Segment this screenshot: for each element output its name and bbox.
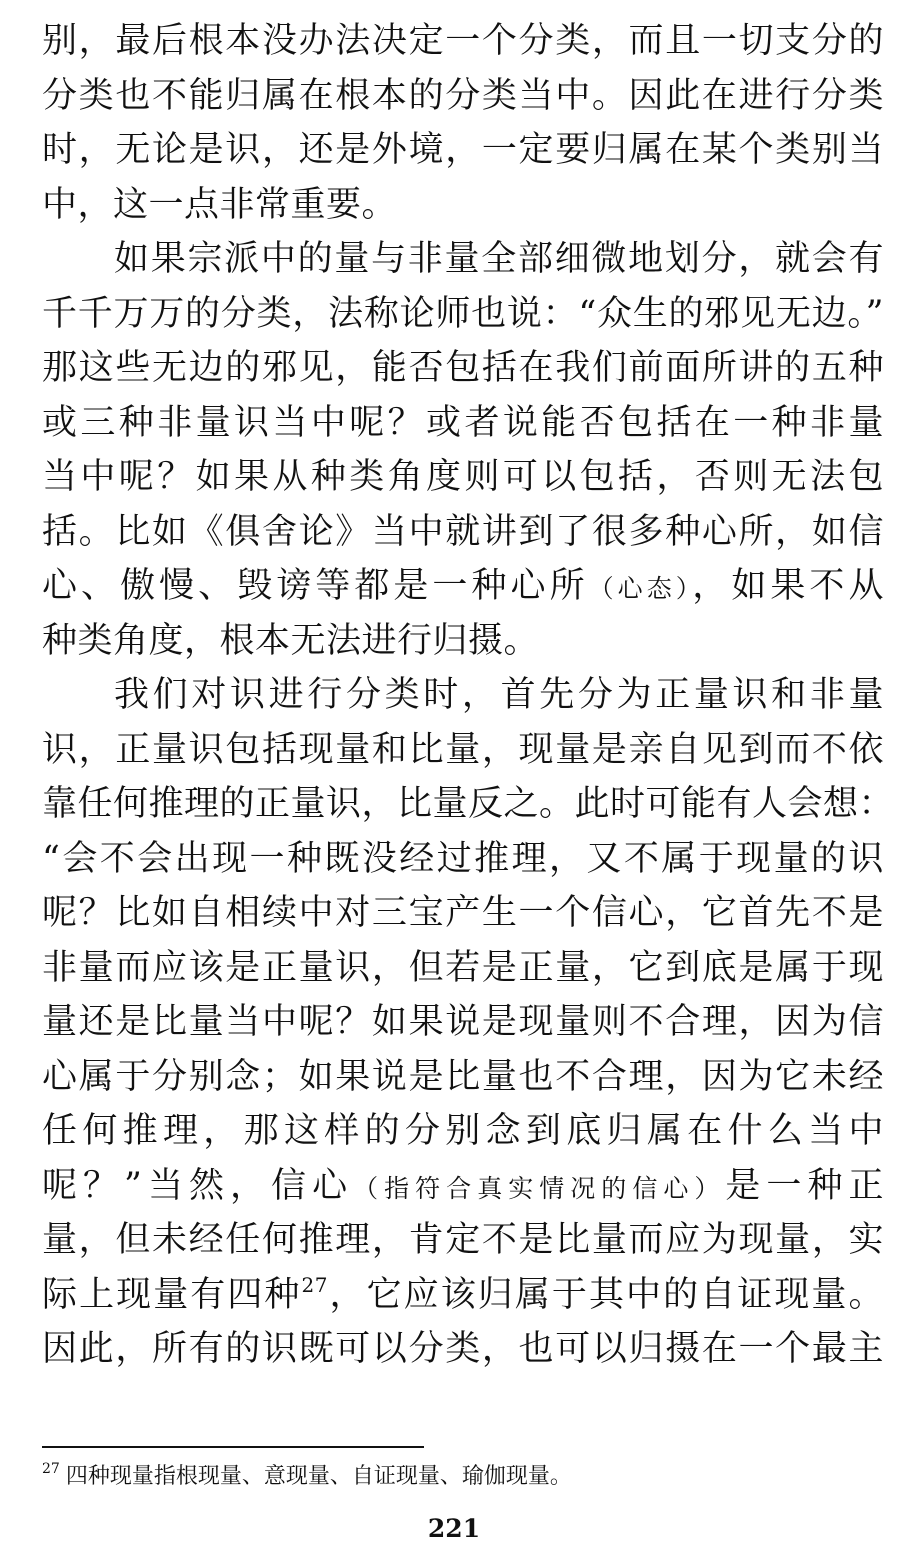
text-segment: 际上现量有四种 [42,1274,302,1315]
footnote-text: 四种现量指根现量、意现量、自证现量、瑜伽现量。 [65,1464,572,1489]
body-text [42,14,895,1377]
text-line [42,559,884,614]
text-line: 或三种非量识当中呢？或者说能否包括在一种非量 [42,402,884,443]
paragraph-start-line: 我们对识进行分类时，首先分为正量识和非量 [114,675,884,715]
annotation-text: （指符合真实情况的信心） [353,1173,726,1203]
text-line: 时，无论是识，还是外境，一定要归属在某个类别当 [42,130,884,170]
text-line: 因此，所有的识既可以分类，也可以归摄在一个最主 [42,1329,884,1369]
text-line: 量，但未经任何推理，肯定不是比量而应为现量，实 [42,1220,884,1260]
text-line [42,1159,884,1214]
footnote-divider [42,1446,424,1448]
paragraph-start-line: 如果宗派中的量与非量全部细微地划分，就会有 [114,239,884,279]
text-line: 心属于分别念；如果说是比量也不合理，因为它未经 [42,1056,884,1097]
text-line: 别，最后根本没办法决定一个分类，而且一切支分的 [42,21,884,61]
text-line: 量还是比量当中呢？如果说是现量则不合理，因为信 [42,1002,884,1042]
text-segment: 心、傲慢、毁谤等都是一种心所 [42,566,589,606]
text-line: “会不会出现一种既没经过推理，又不属于现量的识 [42,838,884,879]
text-segment: 呢？”当然，信心 [42,1165,354,1206]
text-line: 分类也不能归属在根本的分类当中。因此在进行分类 [42,75,884,116]
text-line: 非量而应该是正量识，但若是正量，它到底是属于现 [42,947,884,988]
text-line: 靠任何推理的正量识，比量反之。此时可能有人会想： [42,784,895,824]
text-line: 任何推理，那这样的分别念到底归属在什么当中 [42,1111,884,1151]
footnote-reference[interactable]: 27 [301,1272,328,1297]
text-segment: ，如果不从 [692,566,884,606]
text-segment: 是一种正 [725,1165,884,1206]
text-line: 识，正量识包括现量和比量，现量是亲自见到而不依 [42,729,884,770]
text-line: 中，这一点非常重要。 [42,184,398,225]
footnote-marker: 27 [42,1461,60,1477]
text-segment: ，它应该归属于其中的自证现量。 [327,1274,884,1315]
text-line [42,1268,884,1323]
text-line: 那这些无边的邪见，能否包括在我们前面所讲的五种 [42,348,884,388]
text-line: 千千万万的分类，法称论师也说：“众生的邪见无边。” [42,293,884,334]
text-line: 括。比如《俱舍论》当中就讲到了很多种心所，如信 [42,511,884,552]
text-line: 当中呢？如果从种类角度则可以包括，否则无法包 [42,457,884,497]
page-number: 221 [427,1514,481,1543]
text-line: 呢？比如自相续中对三宝产生一个信心，它首先不是 [42,893,884,933]
footnote [42,1462,572,1492]
text-line: 种类角度，根本无法进行归摄。 [42,620,540,661]
annotation-text: （心态） [588,574,693,603]
